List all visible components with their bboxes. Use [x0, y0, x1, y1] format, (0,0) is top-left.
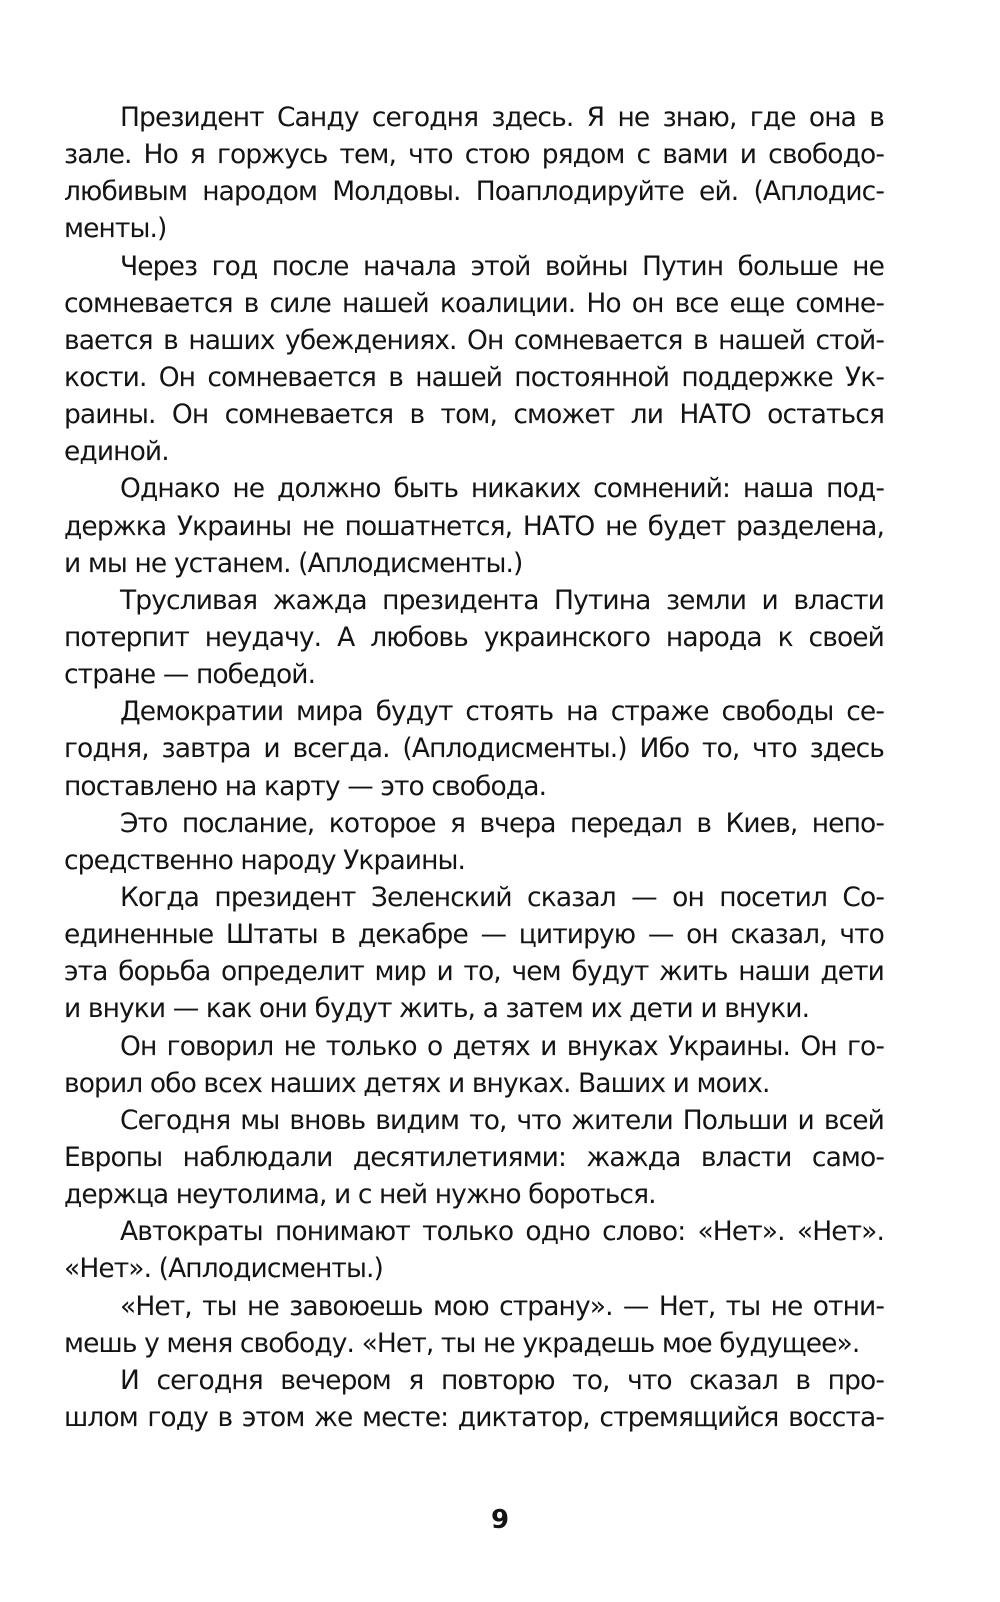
- paragraph: [64, 99, 884, 248]
- text-line: ворил обо всех наших детях и внуках. Ваших и моих.: [64, 1067, 770, 1099]
- text-line: вается в наших убеждениях. Он сомневается в нашей стой-: [64, 324, 884, 356]
- text-line: Однако не должно быть никаких сомнений: наша под-: [120, 473, 884, 505]
- text-line: держка Украины не пошатнется, НАТО не будет разделена,: [64, 510, 884, 542]
- paragraph: [64, 1362, 884, 1436]
- text-line: шлом году в этом же месте: диктатор, стремящийся восста-: [64, 1401, 884, 1433]
- body-text: [64, 99, 884, 1436]
- text-line: Европы наблюдали десятилетиями: жажда власти само-: [64, 1141, 884, 1173]
- text-line: единой.: [64, 436, 169, 468]
- text-line: менты.): [64, 213, 167, 245]
- text-line: зале. Но я горжусь тем, что стою рядом с вами и свободо-: [64, 139, 884, 171]
- text-line: раины. Он сомневается в том, сможет ли НАТО остаться: [64, 399, 884, 431]
- paragraph: [64, 693, 884, 804]
- paragraph: [64, 1028, 884, 1102]
- text-line: кости. Он сомневается в нашей постоянной поддержке Ук-: [64, 361, 884, 393]
- text-line: Это послание, которое я вчера передал в Киев, непо-: [120, 807, 884, 839]
- page-number: 9: [490, 1505, 510, 1535]
- text-line: любивым народом Молдовы. Поаплодируйте ей. (Аплодис-: [64, 176, 884, 208]
- text-line: мешь у меня свободу. «Нет, ты не украдешь мое будущее».: [64, 1327, 860, 1359]
- text-line: Демократии мира будут стоять на страже свободы се-: [120, 696, 884, 728]
- text-line: И сегодня вечером я повторю то, что сказал в про-: [120, 1364, 884, 1396]
- text-line: Трусливая жажда президента Путина земли и власти: [120, 584, 884, 616]
- text-line: потерпит неудачу. А любовь украинского народа к своей: [64, 621, 884, 653]
- text-line: средственно народу Украины.: [64, 844, 466, 876]
- text-line: Через год после начала этой войны Путин больше не: [120, 250, 884, 282]
- paragraph: [64, 1213, 884, 1287]
- paragraph: [64, 582, 884, 693]
- text-line: эта борьба определит мир и то, чем будут жить наши дети: [64, 956, 884, 988]
- text-line: «Нет, ты не завоюешь мою страну». — Нет, ты не отни-: [120, 1290, 884, 1322]
- paragraph: [64, 248, 884, 471]
- text-line: Он говорил не только о детях и внуках Украины. Он го-: [120, 1030, 884, 1062]
- paragraph: [64, 805, 884, 879]
- text-line: Когда президент Зеленский сказал — он посетил Со-: [120, 881, 884, 913]
- text-line: и мы не устанем. (Аплодисменты.): [64, 547, 523, 579]
- text-line: годня, завтра и всегда. (Аплодисменты.) Ибо то, что здесь: [64, 733, 884, 765]
- paragraph: [64, 1288, 884, 1362]
- text-line: Президент Санду сегодня здесь. Я не знаю, где она в: [120, 102, 884, 133]
- text-line: и внуки — как они будут жить, а затем их дети и внуки.: [64, 993, 810, 1025]
- text-line: Сегодня мы вновь видим то, что жители Польши и всей: [120, 1104, 884, 1136]
- text-line: Автократы понимают только одно слово: «Нет». «Нет».: [120, 1216, 884, 1248]
- text-line: поставлено на карту — это свобода.: [64, 770, 547, 802]
- text-line: единенные Штаты в декабре — цитирую — он сказал, что: [64, 919, 884, 951]
- text-line: держца неутолима, и с ней нужно бороться.: [64, 1179, 656, 1211]
- text-line: сомневается в силе нашей коалиции. Но он все еще сомне-: [64, 287, 884, 319]
- text-line: «Нет». (Аплодисменты.): [64, 1253, 383, 1285]
- paragraph: [64, 470, 884, 581]
- paragraph: [64, 1102, 884, 1213]
- text-line: стране — победой.: [64, 659, 316, 691]
- paragraph: [64, 879, 884, 1028]
